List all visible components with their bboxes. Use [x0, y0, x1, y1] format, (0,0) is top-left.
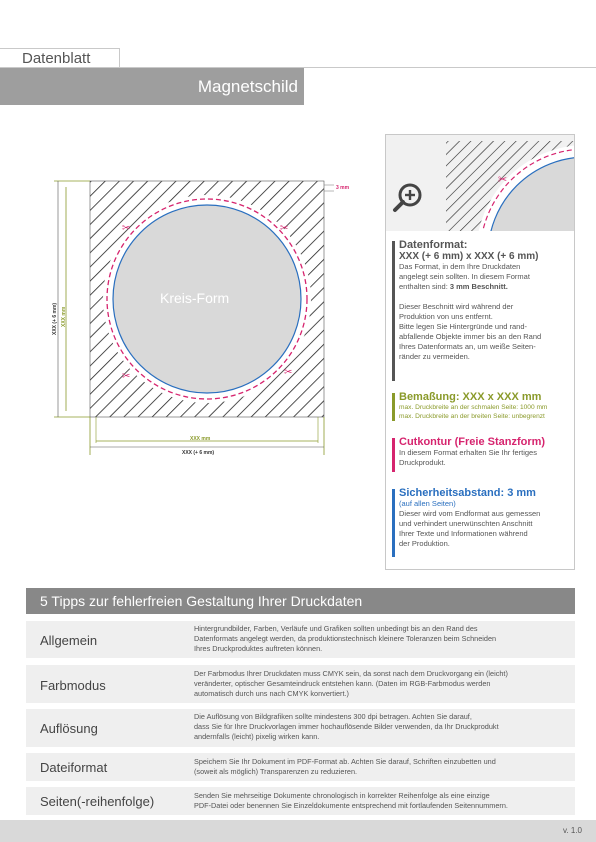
sicherheit-block — [399, 487, 571, 549]
version-label: v. 1.0 — [563, 826, 582, 835]
datenformat-value: XXX (+ 6 mm) x XXX (+ 6 mm) — [399, 251, 539, 262]
width-inner-label: XXX mm — [190, 436, 211, 442]
scissors-icon: ✂ — [122, 223, 131, 234]
info-panel — [385, 134, 575, 570]
detail-thumbnail-svg — [386, 135, 574, 231]
bemassung-title: Bemaßung: XXX x XXX mm — [399, 391, 542, 403]
tip-row — [26, 665, 575, 703]
height-inner-label: XXX mm — [61, 306, 67, 327]
sicherheit-text-4: der Produktion. — [399, 539, 450, 548]
scissors-icon: ✂ — [122, 371, 131, 382]
width-outer-label: XXX (+ 6 mm) — [182, 450, 215, 456]
cutkontur-text-1: In diesem Format erhalten Sie Ihr fertiges — [399, 448, 537, 457]
tip-row — [26, 621, 575, 658]
detail-thumbnail — [386, 135, 574, 231]
zoom-icon — [395, 185, 420, 210]
bemassung-text-2: max. Druckbreite an der breiten Seite: unbegrenzt — [399, 413, 545, 420]
scissors-icon: ✂ — [284, 367, 293, 378]
beschnitt-text-1: Dieser Beschnitt wird während der — [399, 302, 514, 311]
tip-text: Senden Sie mehrseitige Dokumente chronologisch in korrekter Reihenfolge als eine einzige PDF-Datei oder benennen Sie Einzeldokumente entsprechend mit fortlaufenden Seitennummern. — [194, 791, 508, 810]
tip-text: Die Auflösung von Bildgrafiken sollte mindestens 300 dpi betragen. Achten Sie darauf, dass Sie für Ihre Druckvorlagen immer hochauflösende Bilder verwenden, da Ihr Druckprodukt andernfalls (leicht) pixelig wirken kann. — [194, 712, 499, 741]
footer-bar — [0, 820, 596, 842]
beschnitt-text-2: Produktion von uns entfernt. — [399, 312, 493, 321]
tip-row — [26, 787, 575, 815]
beschnitt-text-3: Bitte legen Sie Hintergründe und rand- — [399, 322, 527, 331]
cutkontur-block — [399, 436, 571, 468]
format-diagram-svg — [40, 175, 370, 465]
tip-text: Speichern Sie Ihr Dokument im PDF-Format ab. Achten Sie darauf, Schriften einzubetten und (soweit als möglich) Transparenzen zu reduzieren. — [194, 757, 496, 776]
tip-label: Dateiformat — [40, 760, 108, 775]
datenformat-title: Datenformat: — [399, 239, 468, 251]
datenformat-text-1: Das Format, in dem Ihre Druckdaten — [399, 262, 521, 271]
tip-label: Allgemein — [40, 633, 98, 648]
tip-text: Der Farbmodus Ihrer Druckdaten muss CMYK sein, da sonst nach dem Druckvorgang ein (leicht) veränderter, optischer Gesamteindruck entstehen kann. (Daten im RGB-Farbmodus werden automatisch durch uns nach CMYK konvertiert.) — [194, 669, 508, 698]
beschnitt-text-4: abfallende Objekte immer bis an den Rand — [399, 332, 542, 341]
format-diagram — [40, 175, 370, 465]
tip-label: Farbmodus — [40, 678, 106, 693]
beschnitt-text-6: ränder zu vermeiden. — [399, 352, 470, 361]
info-panel-body — [386, 231, 574, 569]
product-title: Magnetschild — [197, 77, 298, 96]
bemassung-marker — [392, 393, 395, 421]
sicherheit-text-2: und verhindert unerwünschten Anschnitt — [399, 519, 533, 528]
shape-label: Kreis-Form — [160, 290, 230, 306]
sicherheit-marker — [392, 489, 395, 557]
doc-type-label: Datenblatt — [0, 48, 120, 68]
sicherheit-text-3: Ihrer Texte und Informationen während — [399, 529, 528, 538]
tip-text: Hintergrundbilder, Farben, Verläufe und Grafiken sollten unbedingt bis an den Rand des Datenformats angelegt werden, da produktionstechnisch kleinere Toleranzen beim Schneiden Ihres Druckproduktes auftreten können. — [194, 624, 497, 653]
tips-header: 5 Tipps zur fehlerfreien Gestaltung Ihrer Druckdaten — [26, 588, 575, 614]
tip-row — [26, 709, 575, 747]
beschnitt-text-5: Ihres Datenformats an, um weiße Seiten- — [399, 342, 536, 351]
datenformat-block — [399, 239, 571, 362]
datenformat-text-2: angelegt sein sollten. In diesem Format — [399, 272, 530, 281]
sicherheit-sub: (auf allen Seiten) — [399, 499, 456, 508]
datenformat-marker — [392, 241, 395, 381]
scissors-icon: ✂ — [280, 223, 289, 234]
cutkontur-marker — [392, 438, 395, 472]
height-outer-label: XXX (+ 6 mm) — [52, 302, 58, 335]
datenformat-text-3: enthalten sind: 3 mm Beschnitt. — [399, 282, 508, 291]
cutkontur-text-2: Druckprodukt. — [399, 458, 446, 467]
bemassung-block — [399, 391, 573, 421]
scissors-icon: ✂ — [498, 173, 508, 186]
cutkontur-title: Cutkontur (Freie Stanzform) — [399, 436, 546, 448]
tip-row — [26, 753, 575, 781]
tip-label: Auflösung — [40, 721, 98, 736]
sicherheit-title: Sicherheitsabstand: 3 mm — [399, 487, 536, 499]
bleed-label: 3 mm — [336, 185, 350, 191]
tip-label: Seiten(-reihenfolge) — [40, 794, 155, 809]
sicherheit-text-1: Dieser wird vom Endformat aus gemessen — [399, 509, 541, 518]
bemassung-text-1: max. Druckbreite an der schmalen Seite: 1000 mm — [399, 404, 548, 411]
